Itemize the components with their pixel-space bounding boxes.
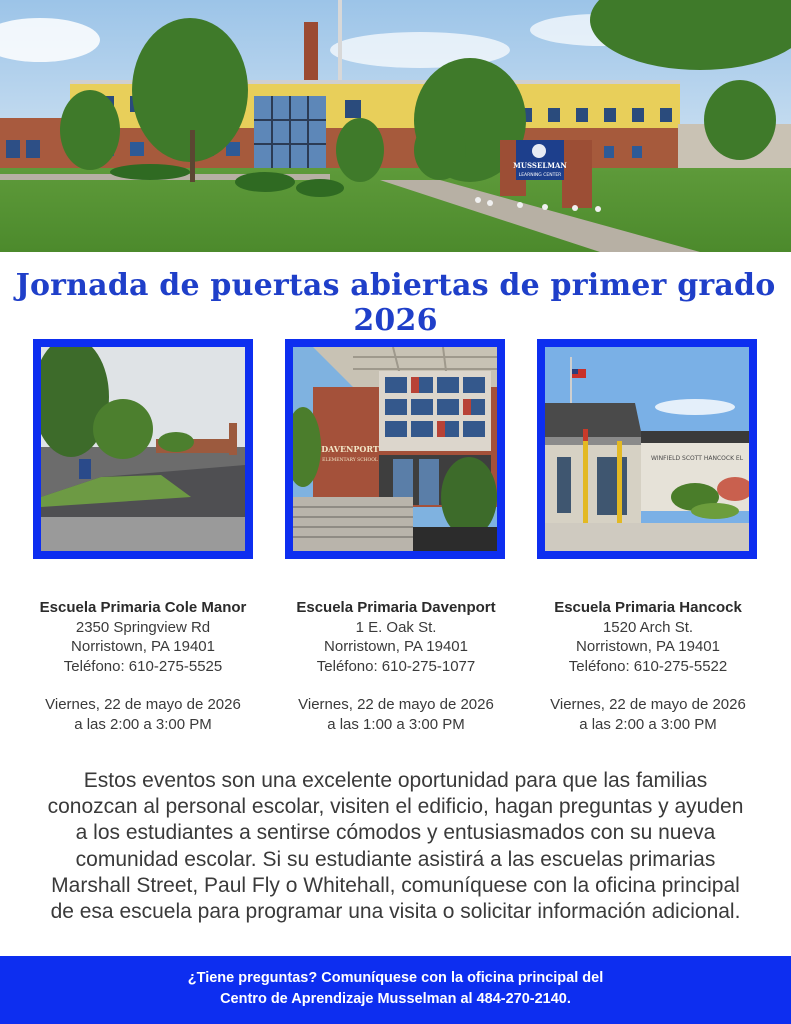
photo-frame-hancock [537, 339, 757, 559]
musselman-sign-text: MUSSELMAN [513, 161, 567, 170]
hancock-photo [545, 347, 749, 551]
davenport-building-sign: DAVENPORT [321, 444, 379, 454]
contact-footer-banner [0, 956, 791, 1024]
photo-frame-davenport [285, 339, 505, 559]
davenport-building-sign-sub: ELEMENTARY SCHOOL [322, 458, 378, 463]
hancock-building-sign: WINFIELD SCOTT HANCOCK EL [650, 455, 744, 462]
school-info-davenport [270, 598, 522, 734]
event-time: a las 1:00 a 3:00 PM [327, 715, 465, 733]
event-time: a las 2:00 a 3:00 PM [74, 715, 212, 733]
school-city: Norristown, PA 19401 [324, 638, 468, 655]
event-date: Viernes, 22 de mayo de 2026 [298, 696, 494, 713]
description-paragraph: Estos eventos son una excelente oportunidad para que las familias conozcan al personal escolar, visiten el edificio, hagan preguntas y ayuden a los estudiantes a sentirse cómodos y entusiasmados con su nueva comunidad escolar. Si su estudiante asistirá a las escuelas primarias Marshall Street, Paul Fly o Whitehall, comuníquese con la oficina principal de esa escuela para programar una visita o solicitar información adicional. [47, 769, 744, 924]
school-street: 1520 Arch St. [602, 618, 694, 636]
davenport-photo [293, 347, 497, 551]
school-name: Escuela Primaria Cole Manor [39, 599, 247, 616]
school-city: Norristown, PA 19401 [576, 638, 720, 655]
school-street: 1 E. Oak St. [355, 618, 437, 636]
musselman-sign-subtext: LEARNING CENTER [518, 173, 562, 178]
school-phone: Teléfono: 610-275-5522 [568, 657, 728, 675]
school-info-cole-manor [17, 598, 269, 734]
footer-line-2: Centro de Aprendizaje Musselman al 484-270-2140. [220, 991, 571, 1007]
school-phone: Teléfono: 610-275-5525 [63, 657, 223, 675]
event-time: a las 2:00 a 3:00 PM [579, 715, 717, 733]
footer-line-1: ¿Tiene preguntas? Comuníquese con la oficina principal del [187, 970, 604, 986]
school-name: Escuela Primaria Hancock [554, 599, 742, 616]
school-name: Escuela Primaria Davenport [296, 599, 496, 616]
photo-frame-cole-manor [33, 339, 253, 559]
cole-manor-photo [41, 347, 245, 551]
page-title: Jornada de puertas abiertas de primer grado 2026 [15, 268, 776, 338]
event-date: Viernes, 22 de mayo de 2026 [45, 696, 241, 713]
event-date: Viernes, 22 de mayo de 2026 [550, 696, 746, 713]
hero-photo-musselman [0, 0, 791, 252]
school-info-hancock [522, 598, 774, 734]
school-phone: Teléfono: 610-275-1077 [316, 657, 476, 675]
school-city: Norristown, PA 19401 [71, 638, 215, 655]
school-street: 2350 Springview Rd [75, 618, 211, 636]
